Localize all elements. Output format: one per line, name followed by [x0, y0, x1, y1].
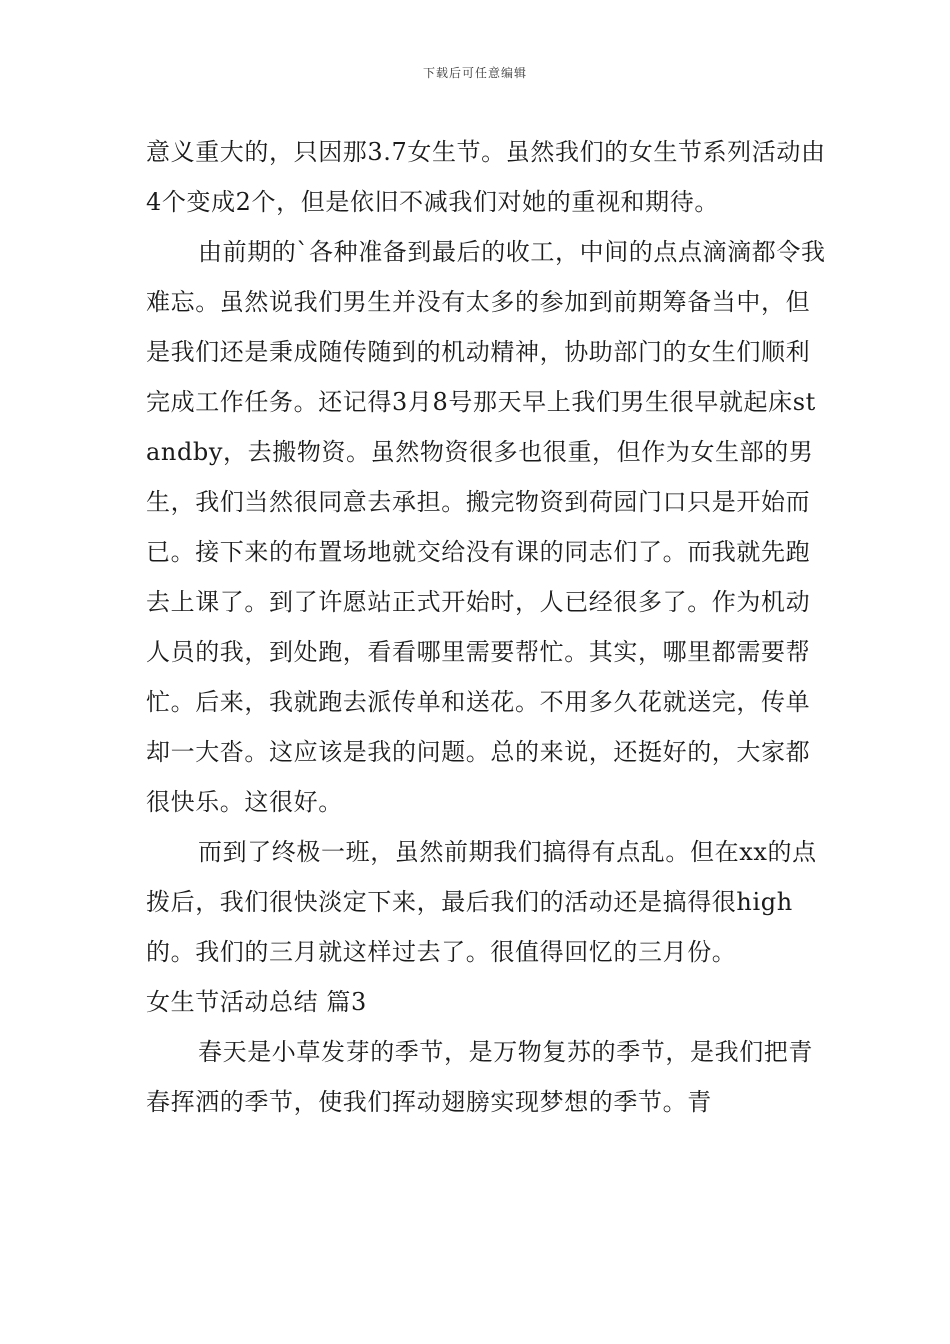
section-heading: 女生节活动总结 篇3: [146, 988, 367, 1016]
paragraph-1: 意义重大的，只因那3.7女生节。虽然我们的女生节系列活动由4个变成2个，但是依旧不减我们对她的重视和期待。: [146, 138, 826, 216]
paragraph-4: 春天是小草发芽的季节，是万物复苏的季节，是我们把青春挥洒的季节，使我们挥动翅膀实现梦想的季节。青: [146, 1038, 813, 1116]
page-header: 下载后可任意编辑: [422, 66, 527, 80]
paragraph-2: 由前期的`各种准备到最后的收工，中间的点点滴滴都令我难忘。虽然说我们男生并没有太多的参加到前期筹备当中，但是我们还是秉成随传随到的机动精神，协助部门的女生们顺利完成工作任务。还记得3月8号那天早上我们男生很早就起床standby，去搬物资。虽然物资很多也很重，但作为女生部的男生，我们当然很同意去承担。搬完物资到荷园门口只是开始而已。接下来的布置场地就交给没有课的同志们了。而我就先跑去上课了。到了许愿站正式开始时，人已经很多了。作为机动人员的我，到处跑，看看哪里需要帮忙。其实，哪里都需要帮忙。后来，我就跑去派传单和送花。不用多久花就送完，传单却一大沓。这应该是我的问题。总的来说，还挺好的，大家都很快乐。这很好。: [146, 238, 826, 816]
paragraph-3: 而到了终极一班，虽然前期我们搞得有点乱。但在xx的点拨后，我们很快淡定下来，最后我们的活动还是搞得很high的。我们的三月就这样过去了。很值得回忆的三月份。: [146, 838, 817, 966]
document-body: [146, 127, 826, 1127]
